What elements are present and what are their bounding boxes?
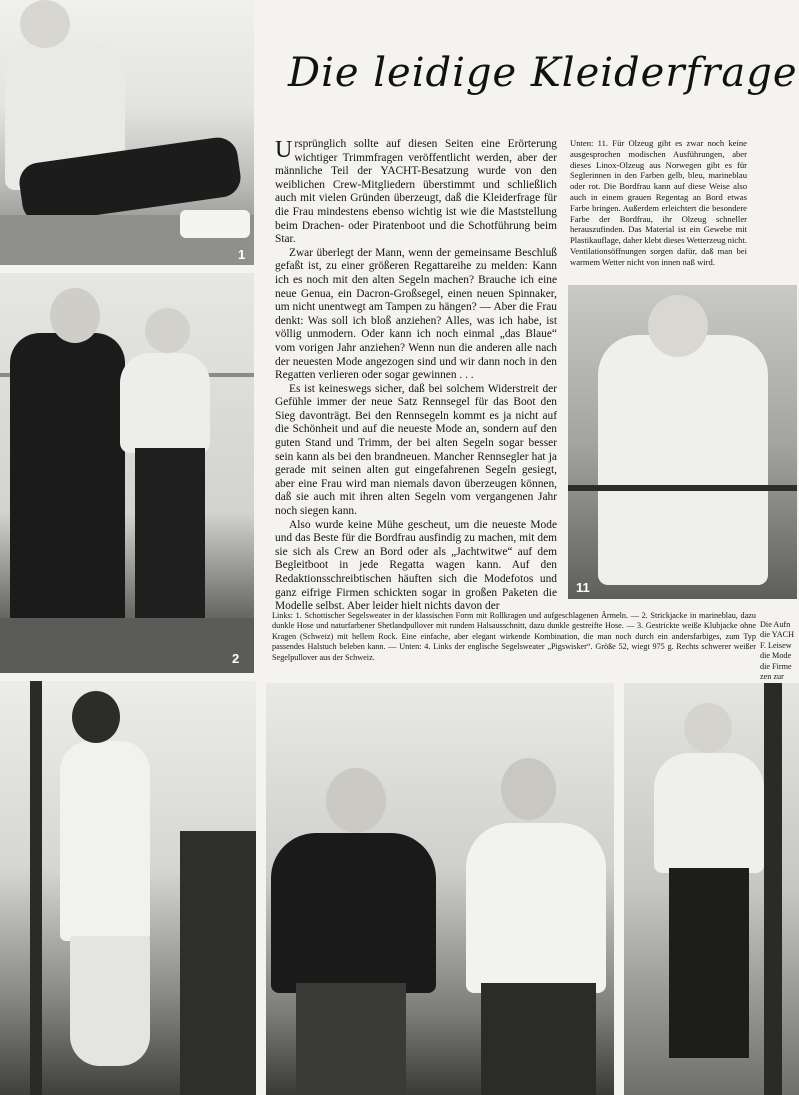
photo-two-women-pier [0, 273, 254, 673]
caption-text: Links: 1. Schottischer Segelsweater in der klassischen Form mit Rollkragen und aufgeschlagenen Ärmeln. — 2. Strickjacke in marineblau, dazu dunkle Hose und naturfarbener Shetlandpullover mit rundem Halsausschnitt, dazu dunkle gestreifte Hose. — 3. Gestrickte weiße Klubjacke ohne Kragen (Schweiz) mit hellem Rock. Eine einfache, aber elegant wirkende Kombination, die man noch durch ein andersfarbiges, zum Typ passendes Halstuch beleben kann. — Unten: 4. Links der englische Segelsweater „Pigswisker“. Größe 52, wiegt 975 g. Rechts schwerer weißer Segelpullover aus der Schweiz. [272, 611, 756, 662]
photo-number: 11 [576, 580, 590, 595]
truncated-caption-line: die Firme [760, 661, 792, 671]
truncated-caption-line: die YACH [760, 630, 795, 640]
body-paragraph: Also wurde keine Mühe gescheut, um die neueste Mode und das Beste für die Bordfrau ausfindig zu machen, mit dem sie sich als Crew an Bord oder als „Jachtwitwe“ auf dem Begleitboot in jede Regatta wagen kann. Auf den Redaktionsschreibtischen häuften sich die Modefotos und ganz eifrige Firmen schickten sogar in großen Paketen die Modelle selbst. Aber leider hielt nichts davon der [275, 518, 557, 613]
photo-number: 2 [232, 651, 240, 666]
truncated-caption-line: Die Aufn [760, 620, 791, 629]
body-paragraph: Zwar überlegt der Mann, wenn der gemeinsame Beschluß gefaßt ist, zu einer größeren Regattareihe zu melden: Kann ich es noch mit den alten Segeln machen? Brauche ich eine neue Genua, ein Dacron-Großsegel, einen neuen Spinnaker, um nicht unentwegt am Tampen zu hängen? — Aber die Frau denkt: Was soll ich bloß anziehen? Alles, was ich habe, ist völlig unmodern. Oder kann ich noch einmal „das Blaue“ vom vorigen Jahr anziehen? Wenn nun die anderen alle nach der neuesten Mode angezogen sind und wir dann noch in den Regatten verlieren oder sogar gewinnen . . . [275, 246, 557, 382]
photo-captions [272, 611, 756, 663]
photo-woman-braid-mast [624, 683, 799, 1095]
truncated-caption [760, 620, 799, 682]
article-body [275, 137, 557, 613]
truncated-caption-line: F. Leisew [760, 640, 792, 650]
photo-11-caption [570, 138, 747, 268]
truncated-caption-line: die Mode [760, 651, 792, 661]
caption-text: Unten: 11. Für Olzeug gibt es zwar noch keine ausgesprochen modischen Ausführungen, aber dieses Linox-Olzeug aus Norwegen gibt es für Seglerinnen in den Farben gelb, bleu, marineblau oder rot. Die Bordfrau kann auf diese Weise also auch in einem grauen Regentag an Bord etwas Farbe bringen. Außerdem erleichtert die besondere Farbe der Bordfrau, ihr Olzeug schneller herauszufinden. Das Material ist ein Gewebe mit Plastikauflage, daher klebt dieses Wetterzeug nicht. Ventilationsöffnungen sorgen dafür, daß man bei warmem Wetter nicht von innen naß wird. [570, 138, 747, 267]
page-title: Die leidige Kleiderfrage [288, 50, 798, 96]
photo-woman-club-jacket [0, 681, 256, 1095]
photo-two-men-sweaters [266, 683, 614, 1095]
truncated-caption-line: zen zur [760, 672, 784, 682]
photo-oilskin-jacket [568, 285, 797, 599]
body-paragraph: Ursprünglich sollte auf diesen Seiten eine Erörterung wichtiger Trimmfragen veröffentlicht werden, aber der männliche Teil der YACHT-Besatzung wurde von den weiblichen Crew-Mitgliedern überstimmt und schließlich auch mit vielen Gründen überzeugt, daß die Kleiderfrage für die Frau mindestens ebenso wichtig ist wie die Maststellung beim Drachen- oder Piratenboot und die Schotführung beim Star. [275, 137, 557, 246]
photo-woman-sweater-deck [0, 0, 254, 265]
photo-number: 1 [238, 247, 246, 262]
body-paragraph: Es ist keineswegs sicher, daß bei solchem Widerstreit der Gefühle immer der neue Satz Rennsegel für das Boot den Sieg davonträgt. Bei den Rennsegeln kommt es ja nicht auf die Schönheit und auf die neueste Mode an, sondern auf den guten Stand und Trimm, der bei alten Segeln sogar besser sein kann als bei den brandneuen. Mancher Rennsegler hat ja gerade mit seinen alten gut eingefahrenen Segeln gesiegt, aber eine Frau wird man niemals davon überzeugen können, daß sie auch mit ihren alten Segeln vom vergangenen Jahr noch siegen kann. [275, 382, 557, 518]
